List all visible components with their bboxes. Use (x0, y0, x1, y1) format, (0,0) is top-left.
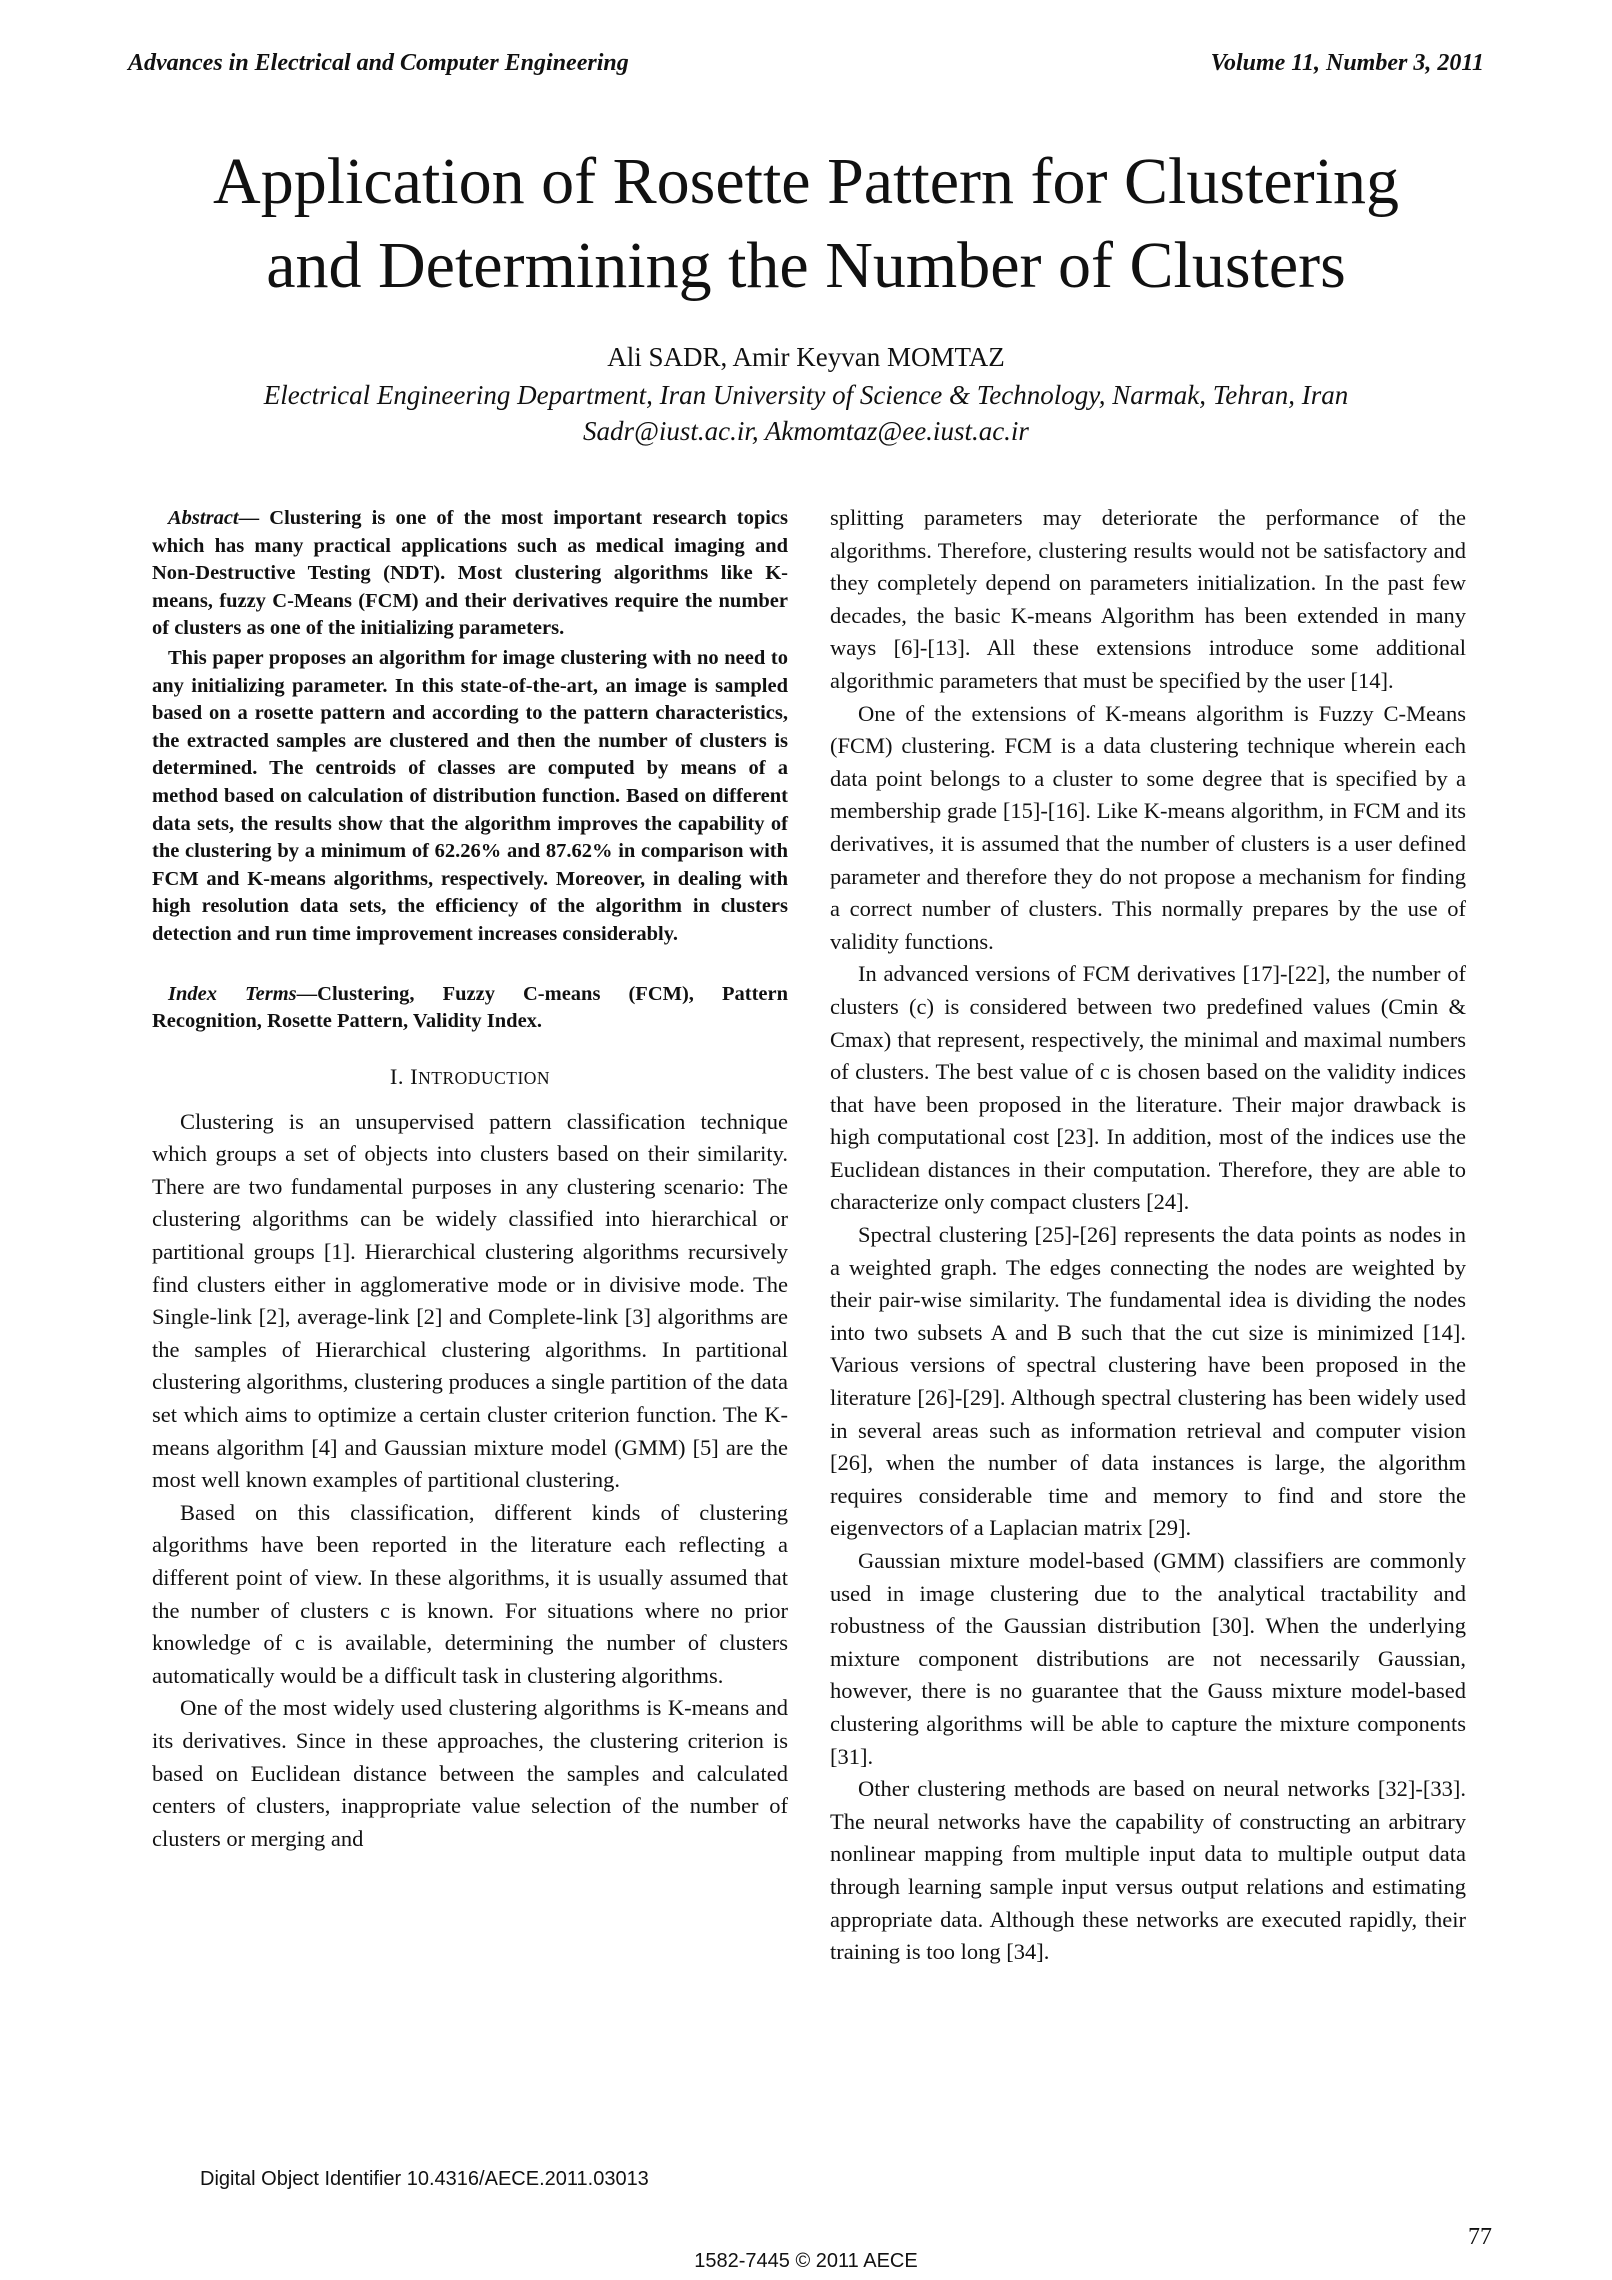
index-terms (152, 981, 788, 1036)
index-terms-label: Index Terms (168, 982, 297, 1005)
section-rest: NTRODUCTION (418, 1067, 551, 1088)
paper-title (120, 140, 1492, 308)
author-emails: Sadr@iust.ac.ir, Akmomtaz@ee.iust.ac.ir (583, 416, 1029, 446)
abstract-text-1: — Clustering is one of the most important research topics which has many practical applications such as medical imaging and Non-Destructive Testing (NDT). Most clustering algorithms like K-means, fuzzy C-Means (FCM) and their derivatives require the number of clusters as one of the initializing parameters. (152, 507, 788, 640)
left-column (152, 505, 788, 1855)
intro-paragraph: One of the most widely used clustering algorithms is K-means and its derivatives. Since in these approaches, the clustering criterion is based on Euclidean distance between the samples and calculated centers of clusters, inappropriate value selection of the number of clusters or merging and (152, 1695, 788, 1851)
body-paragraph: One of the extensions of K-means algorithm is Fuzzy C-Means (FCM) clustering. FCM is a data clustering technique wherein each data point belongs to a cluster to some degree that is specified by a membership grade [15]-[16]. Like K-means algorithm, in FCM and its derivatives, it is assumed that the number of clusters is a user defined parameter and therefore they do not propose a mechanism for finding a correct number of clusters. This normally prepares by the use of validity functions. (830, 700, 1466, 954)
body-paragraph: Gaussian mixture model-based (GMM) classifiers are commonly used in image clustering due to the analytical tractability and robustness of the Gaussian distribution [30]. When the underlying mixture component distributions are not necessarily Gaussian, however, there is no guarantee that the Gauss mixture model-based clustering algorithms will be able to capture the mixture components [31]. (830, 1548, 1466, 1769)
affiliation: Electrical Engineering Department, Iran University of Science & Technology, Narmak, Tehran, Iran (263, 380, 1349, 410)
body-paragraph: Spectral clustering [25]-[26] represents the data points as nodes in a weighted graph. The edges connecting the nodes are weighted by their pair-wise similarity. The fundamental idea is dividing the nodes into two subsets A and B such that the cut size is minimized [14]. Various versions of spectral clustering have been proposed in the literature [26]-[29]. Although spectral clustering has been widely used in several areas such as information retrieval and computer vision [26], when the number of data instances is large, the algorithm requires considerable time and memory to find and store the eigenvectors of a Laplacian matrix [29]. (830, 1222, 1466, 1541)
body-paragraph: In advanced versions of FCM derivatives [17]-[22], the number of clusters (c) is considered between two predefined values (Cmin & Cmax) that represent, respectively, the minimal and maximal numbers of clusters. The best value of c is chosen based on the validity indices that have been proposed in the literature. Their major drawback is high computational cost [23]. In addition, most of the indices use the Euclidean distances in their computation. Therefore, they are able to characterize only compact clusters [24]. (830, 961, 1466, 1215)
page-number: 77 (1468, 2224, 1492, 2250)
section-number: I. (389, 1063, 405, 1089)
body-paragraph: Other clustering methods are based on neural networks [32]-[33]. The neural networks have the capability of constructing an arbitrary nonlinear mapping from multiple input data to multiple output data through learning sample input versus output relations and estimating appropriate data. Although these networks are executed rapidly, their training is too long [34]. (830, 1776, 1466, 1965)
intro-paragraph: Clustering is an unsupervised pattern classification technique which groups a set of objects into clusters based on their similarity. There are two fundamental purposes in any clustering scenario: The clustering algorithms can be widely classified into hierarchical or partitional groups [1]. Hierarchical clustering algorithms recursively find clusters either in agglomerative mode or in divisive mode. The Single-link [2], average-link [2] and Complete-link [3] algorithms are the samples of Hierarchical clustering algorithms. In partitional clustering algorithms, clustering produces a single partition of the data set which aims to optimize a certain cluster criterion function. The K-means algorithm [4] and Gaussian mixture model (GMM) [5] are the most well known examples of partitional clustering. (152, 1108, 788, 1493)
abstract-paragraph-1 (152, 505, 788, 643)
body-paragraph: splitting parameters may deteriorate the performance of the algorithms. Therefore, clustering results would not be satisfactory and they completely depend on parameters initialization. In the past few decades, the basic K-means Algorithm has been extended in many ways [6]-[13]. All these extensions introduce some additional algorithmic parameters that must be specified by the user [14]. (830, 505, 1466, 693)
journal-name: Advances in Electrical and Computer Engineering (128, 50, 629, 76)
intro-paragraph: Based on this classification, different kinds of clustering algorithms have been reported in the literature each reflecting a different point of view. In these algorithms, it is usually assumed that the number of clusters c is known. For situations where no prior knowledge of c is available, determining the number of clusters automatically would be a difficult task in clustering algorithms. (152, 1499, 788, 1688)
authors: Ali SADR, Amir Keyvan MOMTAZ (607, 342, 1005, 372)
volume-info: Volume 11, Number 3, 2011 (1210, 50, 1484, 76)
title-line-1: Application of Rosette Pattern for Clustering (213, 145, 1399, 218)
section-heading-introduction (152, 1064, 788, 1090)
section-first-letter: I (410, 1063, 419, 1089)
right-column (830, 502, 1466, 1969)
abstract-paragraph-2: This paper proposes an algorithm for image clustering with no need to any initializing parameter. In this state-of-the-art, an image is sampled based on a rosette pattern and according to the pattern characteristics, the extracted samples are clustered and then the number of clusters is determined. The centroids of classes are computed by means of a method based on calculation of distribution function. Based on different data sets, the results show that the algorithm improves the capability of the clustering by a minimum of 62.26% and 87.62% in comparison with FCM and K-means algorithms, respectively. Moreover, in dealing with high resolution data sets, the efficiency of the algorithm in clusters detection and run time improvement increases considerably. (152, 646, 788, 945)
title-line-2: and Determining the Number of Clusters (266, 229, 1346, 302)
abstract-label: Abstract (168, 507, 239, 529)
index-terms-text: —Clustering, Fuzzy C-means (FCM), Pattern Recognition, Rosette Pattern, Validity Index. (152, 982, 788, 1033)
doi: Digital Object Identifier 10.4316/AECE.2011.03013 (200, 2168, 649, 2190)
copyright-footer: 1582-7445 © 2011 AECE (694, 2250, 918, 2272)
